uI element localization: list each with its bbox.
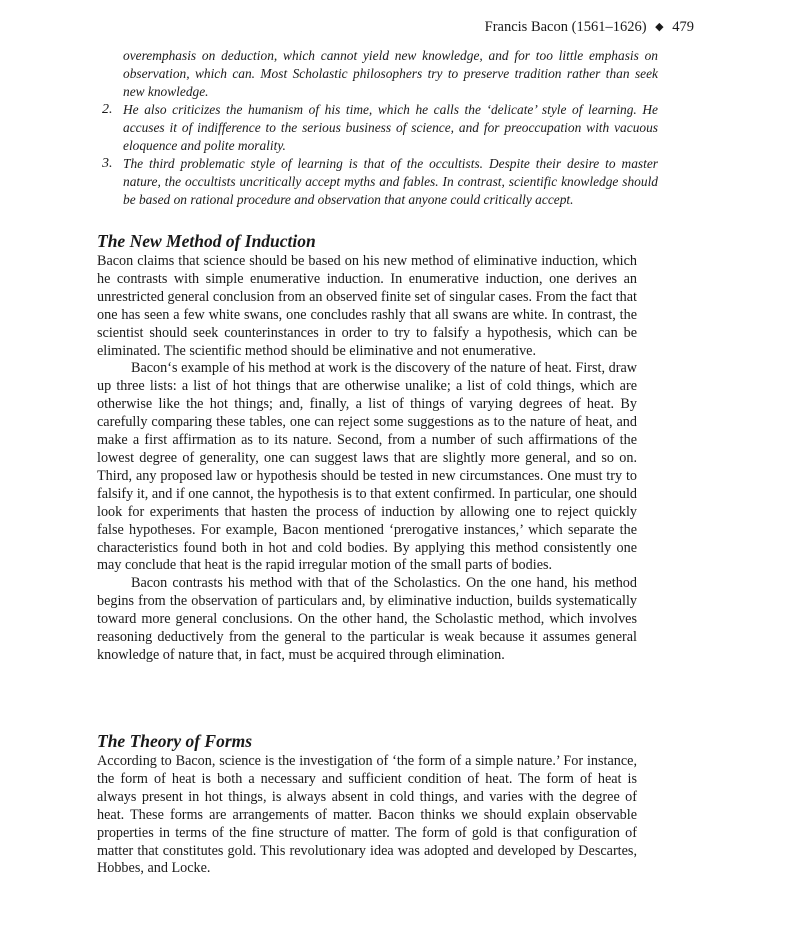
list-item-text: He also criticizes the humanism of his time, which he calls the ‘delicate’ style of learning. He accuses it of indifference to the serious business of science, and for preoccupation with vacuous eloquence and polite morality. (123, 102, 658, 153)
list-item-text: The third problematic style of learning is that of the occultists. Despite their desire to master nature, the occultists uncritically accept myths and fables. In contrast, scientific knowledge should be based on rational procedure and observation that anyone could critically accept. (123, 156, 658, 207)
paragraph: Bacon contrasts his method with that of the Scholastics. On the one hand, his method begins from the observation of particulars and, by eliminative induction, builds systematically toward more general conclusions. On the other hand, the Scholastic method, which involves reasoning deductively from the general to the particular is weak because it assumes general knowledge of nature that, in fact, must be acquired through elimination. (97, 575, 637, 663)
section-theory-of-forms (97, 729, 637, 878)
page-number: 479 (672, 19, 694, 35)
section-new-method-of-induction (97, 229, 637, 665)
running-header (485, 19, 694, 36)
list-item (98, 101, 658, 155)
numbered-list (98, 47, 658, 209)
list-item-text: overemphasis on deduction, which cannot yield new knowledge, and for too little emphasis on observation, which can. Most Scholastic philosophers try to preserve tradition rather than seek new knowledge. (123, 48, 658, 99)
paragraph: Bacon claims that science should be based on his new method of eliminative induction, which he contrasts with simple enumerative induction. In enumerative induction, one derives an unrestricted general conclusion from an observed finite set of singular cases. From the fact that one has seen a few white swans, one concludes rashly that all swans are white. In contrast, the scientist should seek counterinstances in order to try to falsify a hypothesis, which can be eliminated. The scientific method should be eliminative and not enumerative. (97, 253, 637, 359)
section-heading: The New Method of Induction (97, 231, 316, 251)
list-item-number: 2. (102, 102, 113, 117)
list-item-continuation (98, 47, 658, 101)
paragraph: According to Bacon, science is the investigation of ‘the form of a simple nature.’ For instance, the form of heat is both a necessary and sufficient condition of heat. The form of heat is always present in hot things, is always absent in cold things, and varies with the degree of heat. These forms are arrangements of matter. Bacon thinks we should explain observable properties in terms of the fine structure of matter. The form of gold is that configuration of matter that constitutes gold. This revolutionary idea was adopted and developed by Descartes, Hobbes, and Locke. (97, 753, 637, 877)
paragraph: Bacon‘s example of his method at work is the discovery of the nature of heat. First, draw up three lists: a list of hot things that are otherwise unalike; a list of cold things, which are otherwise like the hot things; and, finally, a list of things of varying degrees of heat. By carefully comparing these tables, one can reject some suggestions as to the nature of heat, and make a first affirmation as to its nature. Second, from a number of such affirmations of the lowest degree of generality, one can suggest laws that are slightly more general, and so on. Third, any proposed law or hypothesis should be tested in new circumstances. One must try to falsify it, and if one cannot, the hypothesis is to that extent confirmed. In particular, one should look for experiments that hasten the process of induction by allowing one to reject quickly false hypotheses. For example, Bacon mentioned ‘prerogative instances,’ which separate the characteristics found both in hot and cold bodies. By applying this method consistently one may conclude that heat is the rapid irregular motion of the small parts of bodies. (97, 360, 637, 574)
diamond-separator-icon: ◆ (655, 21, 664, 33)
section-heading: The Theory of Forms (97, 731, 253, 751)
running-title: Francis Bacon (1561–1626) (484, 19, 647, 35)
list-item-number: 3. (102, 156, 113, 171)
list-item (98, 155, 658, 209)
